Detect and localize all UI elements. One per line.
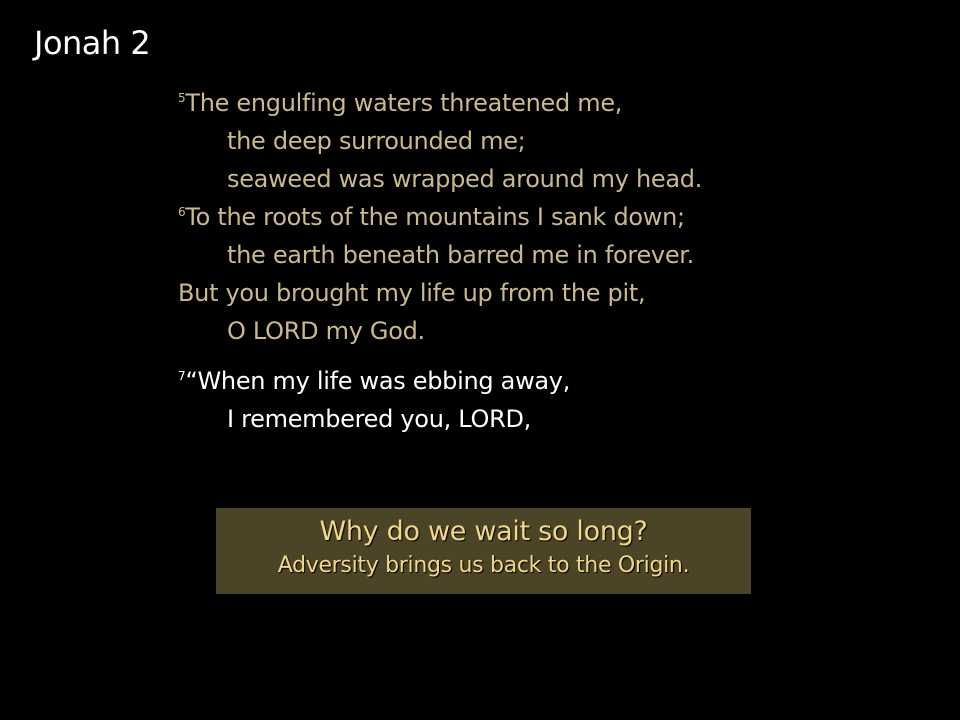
verse-5-line-3: seaweed was wrapped around my head. (227, 165, 703, 193)
verse-5-line-1: $^5$The engulfing waters threatened me, (178, 89, 623, 117)
verse-7-line-1: $^7$“When my life was ebbing away, (178, 367, 571, 395)
slide-title: Jonah 2 (34, 24, 151, 62)
verse-6-line-1: $^6$To the roots of the mountains I sank down; (178, 203, 685, 231)
callout-answer: Adversity brings us back to the Origin. (277, 553, 690, 578)
verse-7-line-2: I remembered you, LORD, (227, 405, 531, 433)
callout-box (216, 508, 751, 594)
verse-6-line-2: the earth beneath barred me in forever. (227, 241, 694, 269)
callout-question: Why do we wait so long? (319, 516, 648, 547)
verse-6-line-3: But you brought my life up from the pit, (178, 279, 646, 307)
verse-number: 6 (178, 205, 186, 219)
scripture-passage (178, 84, 938, 438)
verse-number: 7 (178, 369, 186, 383)
verse-6-line-4: O LORD my God. (227, 317, 425, 345)
verse-5-line-2: the deep surrounded me; (227, 127, 526, 155)
verse-number: 5 (178, 91, 186, 105)
stanza-gap (178, 350, 938, 362)
